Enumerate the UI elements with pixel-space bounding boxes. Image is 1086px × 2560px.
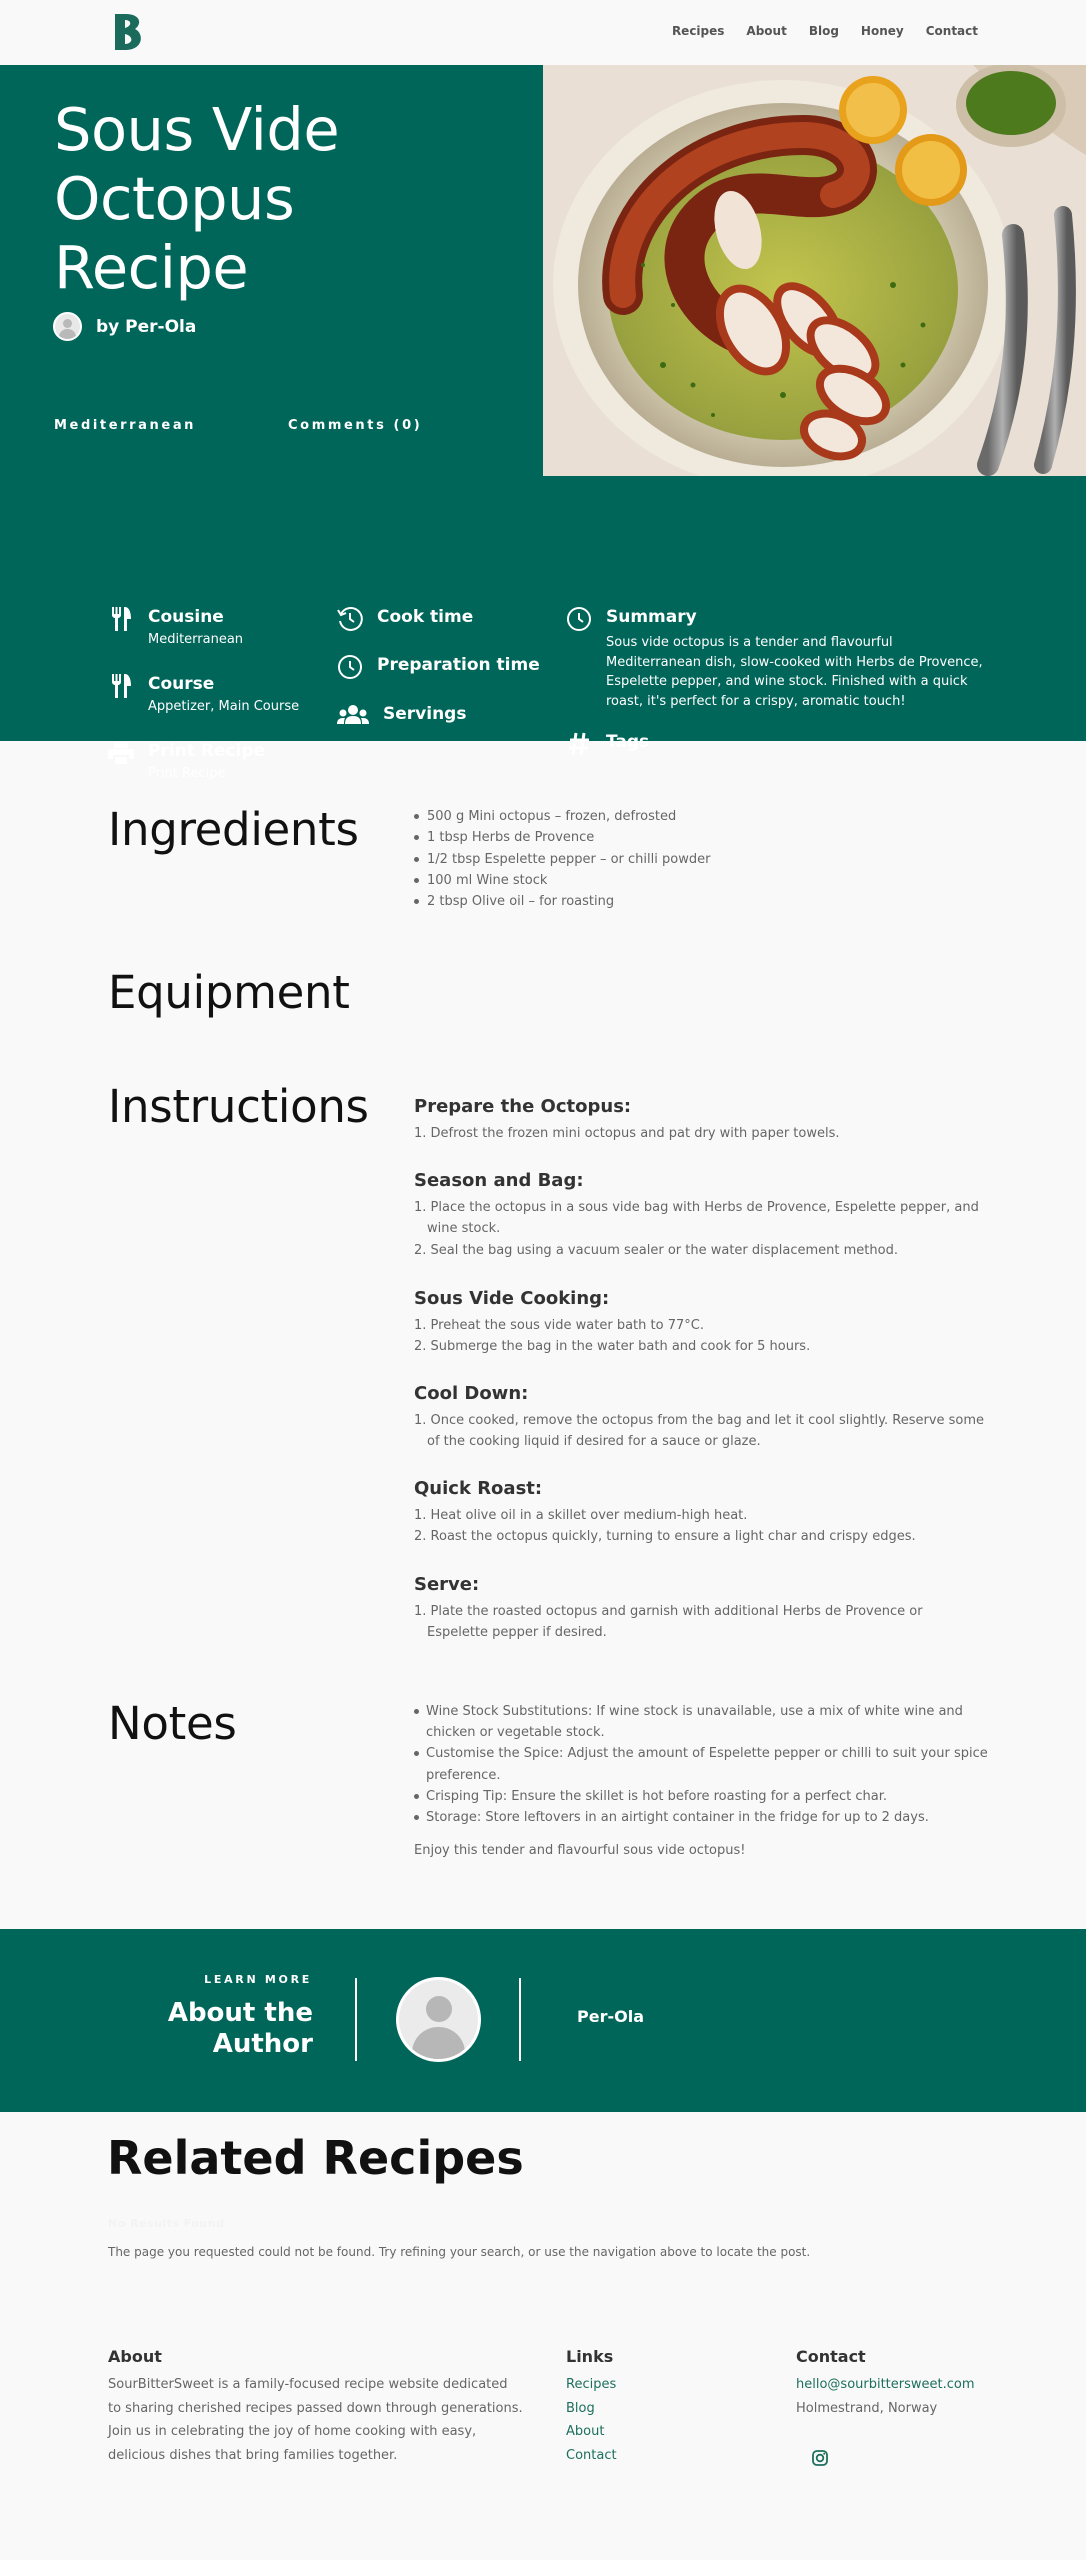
author-byline [53, 312, 196, 341]
octopus-dish-image [543, 65, 1086, 476]
author-name[interactable]: Per-Ola [577, 2007, 644, 2026]
instruction-group-title: Sous Vide Cooking: [414, 1288, 610, 1309]
instruction-step: 2. Roast the octopus quickly, turning to ensure a light char and crispy edges. [414, 1529, 916, 1545]
author-name[interactable]: by Per-Ola [96, 316, 197, 337]
course-label: Course [148, 674, 215, 694]
tags-label: Tags [606, 732, 650, 752]
detail-print[interactable] [108, 740, 265, 784]
author-avatar[interactable] [396, 1977, 481, 2062]
divider [519, 1978, 521, 2061]
note-item: Crisping Tip: Ensure the skillet is hot before roasting for a perfect char. [413, 1786, 988, 1807]
instruction-group [414, 1573, 986, 1644]
clock-icon [337, 654, 363, 680]
instruction-group-title: Season and Bag: [414, 1170, 584, 1191]
course-value: Appetizer, Main Course [148, 699, 300, 714]
related-recipes-heading: Related Recipes [107, 2131, 524, 2185]
cousine-value: Mediterranean [148, 632, 244, 647]
instruction-group [414, 1287, 986, 1358]
footer-contact-heading: Contact [796, 2347, 866, 2366]
ingredient-item: 1 tbsp Herbs de Provence [413, 827, 983, 848]
footer-link-blog[interactable]: Blog [566, 2400, 595, 2416]
detail-prep-time [337, 654, 540, 680]
nav-recipes[interactable]: Recipes [671, 24, 725, 38]
instruction-step: 1. Heat olive oil in a skillet over medium-high heat. [414, 1508, 748, 1523]
instruction-step: 1. Once cooked, remove the octopus from the bag and let it cool slightly. Reserve some of the cooking liquid if desired for a sauce or glaze. [414, 1413, 985, 1450]
footer-about [108, 2347, 523, 2467]
instruction-group-title: Serve: [414, 1574, 480, 1595]
about-author-title[interactable]: About the Author [167, 1998, 313, 2059]
instruction-step: 1. Plate the roasted octopus and garnish with additional Herbs de Provence or Espelette pepper if desired. [414, 1604, 923, 1641]
detail-cousine [108, 606, 243, 650]
about-author-band [0, 1929, 1086, 2112]
learn-more-label: LEARN MORE [204, 1973, 312, 1986]
cuisine-tag-link[interactable]: Mediterranean [54, 418, 197, 433]
instruction-group-title: Cool Down: [414, 1383, 529, 1404]
print-recipe-value[interactable]: Print Recipe [148, 766, 226, 781]
instruction-step: 2. Submerge the bag in the water bath and cook for 5 hours. [414, 1339, 811, 1355]
instruction-group [414, 1382, 986, 1453]
cousine-label: Cousine [148, 607, 224, 627]
instruction-step: 1. Place the octopus in a sous vide bag with Herbs de Provence, Espelette pepper, and wine stock. [414, 1200, 979, 1237]
instruction-group [414, 1169, 986, 1261]
contact-email-link[interactable]: hello@sourbittersweet.com [796, 2377, 975, 2392]
note-item: Storage: Store leftovers in an airtight container in the fridge for up to 2 days. [413, 1807, 988, 1828]
users-icon [337, 703, 369, 729]
instagram-icon[interactable] [810, 2448, 830, 2468]
summary-text: Sous vide octopus is a tender and flavourful Mediterranean dish, slow-cooked with Herbs de Provence, Espelette pepper, and wine stock. Finished with a quick roast, it's perfect for a crispy, aromatic touch! [606, 635, 983, 709]
instruction-group-title: Prepare the Octopus: [414, 1096, 632, 1117]
prep-time-label: Preparation time [377, 655, 540, 675]
comments-link[interactable]: Comments (0) [288, 418, 423, 433]
ingredients-list [413, 806, 983, 912]
nav-about[interactable]: About [746, 24, 787, 38]
footer-about-heading: About [108, 2347, 162, 2366]
divider [355, 1978, 357, 2061]
detail-summary [566, 606, 991, 711]
notes-heading: Notes [108, 1697, 237, 1750]
recipe-photo [543, 65, 1086, 476]
recipe-meta [54, 418, 422, 433]
main-nav [672, 24, 978, 38]
hashtag-icon [566, 731, 592, 757]
footer-link-about[interactable]: About [566, 2424, 605, 2439]
instruction-group [414, 1477, 986, 1548]
ingredient-item: 100 ml Wine stock [413, 870, 983, 891]
ingredient-item: 2 tbsp Olive oil – for roasting [413, 891, 983, 912]
notes-list [413, 1701, 988, 1828]
summary-label: Summary [606, 607, 697, 627]
detail-tags [566, 731, 649, 757]
nav-blog[interactable]: Blog [808, 24, 839, 38]
equipment-heading: Equipment [108, 966, 350, 1019]
instructions-heading: Instructions [108, 1080, 369, 1133]
no-results-message: The page you requested could not be found. Try refining your search, or use the navigation above to locate the post. [108, 2245, 811, 2259]
ingredient-item: 1/2 tbsp Espelette pepper – or chilli powder [413, 849, 983, 870]
printer-icon [108, 740, 134, 766]
instruction-step: 1. Defrost the frozen mini octopus and pat dry with paper towels. [414, 1126, 840, 1141]
recipe-details [0, 476, 1086, 781]
instruction-group [414, 1095, 986, 1144]
note-item: Wine Stock Substitutions: If wine stock is unavailable, use a mix of white wine and chicken or vegetable stock. [413, 1701, 988, 1743]
history-icon [337, 606, 363, 632]
footer-contact [796, 2347, 975, 2420]
clock-icon [566, 606, 592, 632]
notes-outro: Enjoy this tender and flavourful sous vide octopus! [414, 1843, 746, 1858]
ingredient-item: 500 g Mini octopus – frozen, defrosted [413, 806, 983, 827]
site-header [0, 0, 1086, 65]
detail-course [108, 673, 299, 717]
recipe-hero [0, 65, 1086, 781]
no-results-heading: No Results Found [108, 2217, 225, 2230]
footer-about-text: SourBitterSweet is a family-focused recipe website dedicated to sharing cherished recipes passed down through generations. Join us in celebrating the joy of home cooking with easy, delicious dishes that bring families together. [108, 2377, 523, 2463]
instruction-step: 2. Seal the bag using a vacuum sealer or the water displacement method. [414, 1242, 898, 1258]
recipe-title: Sous Vide Octopus Recipe [54, 95, 340, 302]
footer-links-heading: Links [566, 2347, 614, 2366]
note-item: Customise the Spice: Adjust the amount of Espelette pepper or chilli to suit your spice preference. [413, 1743, 988, 1785]
nav-contact[interactable]: Contact [925, 24, 978, 38]
cook-time-label: Cook time [377, 607, 474, 627]
footer-links [566, 2347, 617, 2467]
site-logo[interactable] [111, 12, 145, 52]
detail-servings [337, 703, 466, 729]
nav-honey[interactable]: Honey [860, 24, 904, 38]
utensils-icon [108, 606, 134, 632]
instruction-group-title: Quick Roast: [414, 1478, 543, 1499]
footer-link-contact[interactable]: Contact [566, 2447, 617, 2463]
detail-cook-time [337, 606, 473, 632]
ingredients-heading: Ingredients [108, 803, 359, 856]
instruction-step: 1. Preheat the sous vide water bath to 77°C. [414, 1318, 704, 1333]
contact-location: Holmestrand, Norway [796, 2400, 938, 2416]
print-recipe-label[interactable]: Print Recipe [148, 741, 266, 761]
author-avatar [53, 312, 82, 341]
utensils-icon [108, 673, 134, 699]
footer-link-recipes[interactable]: Recipes [566, 2377, 617, 2392]
servings-label: Servings [383, 704, 467, 724]
